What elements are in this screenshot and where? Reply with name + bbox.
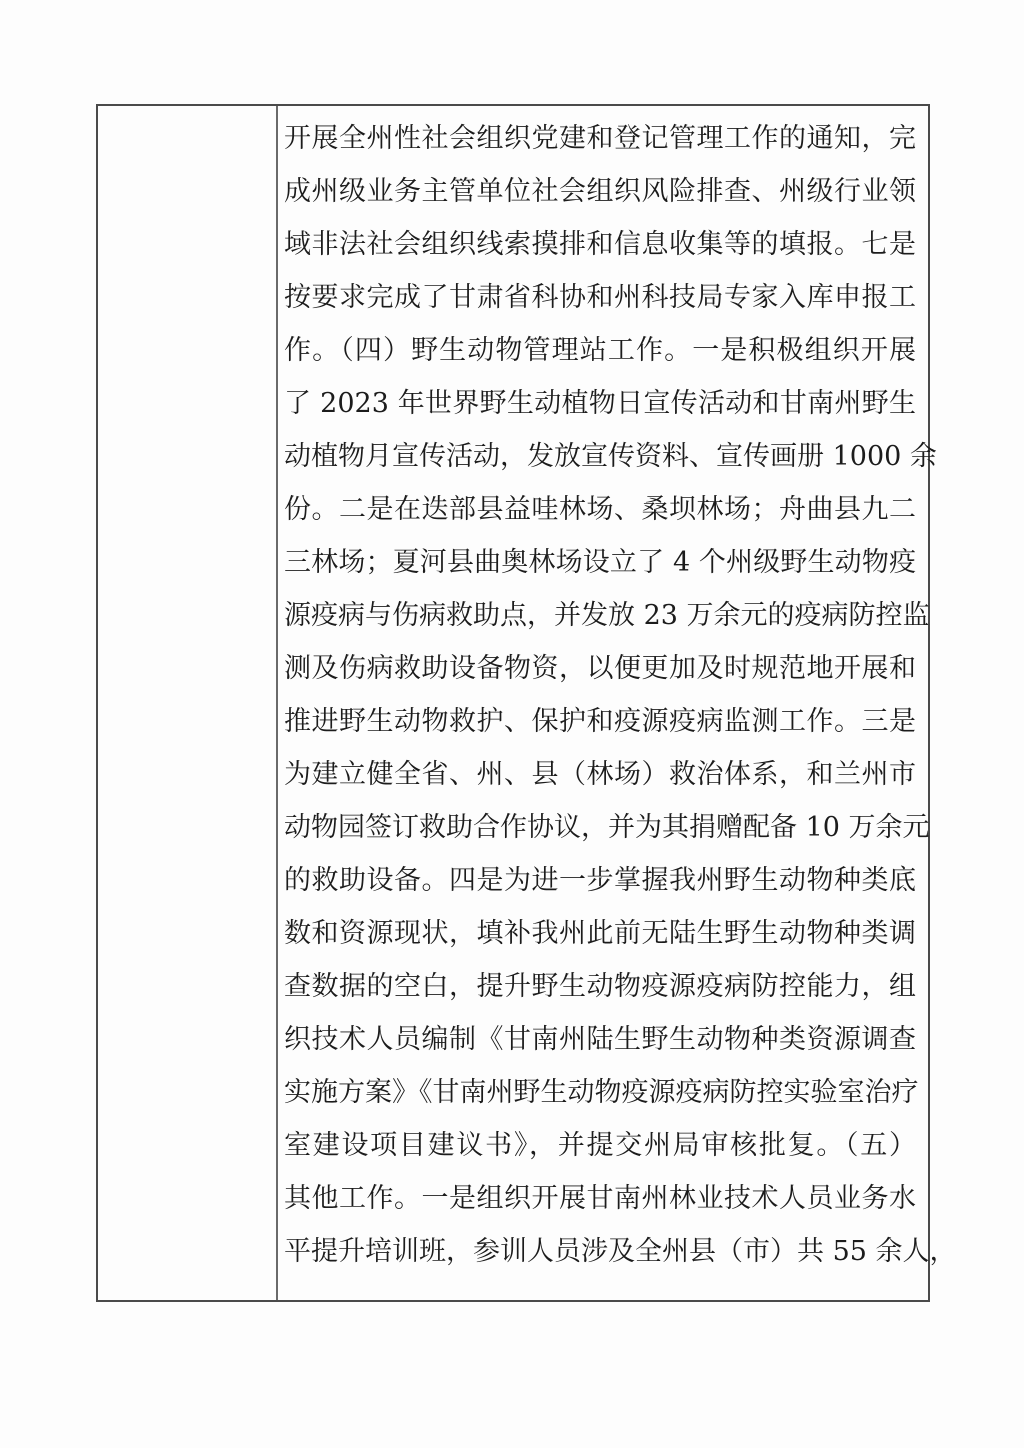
- text-line: 平提升培训班，参训人员涉及全州县（市）共 55 余人，: [284, 1236, 957, 1267]
- text-line: 作。（四）野生动物管理站工作。一是积极组织开展: [284, 335, 916, 366]
- text-line: 的救助设备。四是为进一步掌握我州野生动物种类底: [284, 865, 916, 896]
- text-line: 实施方案》《甘南州野生动物疫源疫病防控实验室治疗: [284, 1077, 919, 1108]
- text-line: 动植物月宣传活动，发放宣传资料、宣传画册 1000 余: [284, 441, 937, 472]
- text-line: 数和资源现状，填补我州此前无陆生野生动物种类调: [284, 918, 916, 949]
- text-line: 测及伤病救助设备物资，以便更加及时规范地开展和: [284, 653, 916, 684]
- text-line: 织技术人员编制《甘南州陆生野生动物种类资源调查: [284, 1024, 916, 1055]
- text-line: 其他工作。一是组织开展甘南州林业技术人员业务水: [284, 1183, 916, 1214]
- text-line: 开展全州性社会组织党建和登记管理工作的通知，完: [284, 123, 916, 154]
- text-line: 动物园签订救助合作协议，并为其捐赠配备 10 万余元: [284, 812, 930, 843]
- text-line: 室建设项目建议书》，并提交州局审核批复。（五）: [284, 1130, 916, 1161]
- text-line: 三林场；夏河县曲奥林场设立了 4 个州级野生动物疫: [284, 547, 916, 578]
- text-line: 份。二是在迭部县益哇林场、桑坝林场；舟曲县九二: [284, 494, 916, 525]
- text-line: 了 2023 年世界野生动植物日宣传活动和甘南州野生: [284, 388, 916, 419]
- text-line: 成州级业务主管单位社会组织风险排查、州级行业领: [284, 176, 916, 207]
- text-line: 为建立健全省、州、县（林场）救治体系，和兰州市: [284, 759, 916, 790]
- text-line: 按要求完成了甘肃省科协和州科技局专家入库申报工: [284, 282, 916, 313]
- text-line: 域非法社会组织线索摸排和信息收集等的填报。七是: [284, 229, 916, 260]
- text-line: 查数据的空白，提升野生动物疫源疫病防控能力，组: [284, 971, 916, 1002]
- text-line: 推进野生动物救护、保护和疫源疫病监测工作。三是: [284, 706, 916, 737]
- table-label-column: [98, 106, 278, 1300]
- text-line: 源疫病与伤病救助点，并发放 23 万余元的疫病防控监: [284, 600, 930, 631]
